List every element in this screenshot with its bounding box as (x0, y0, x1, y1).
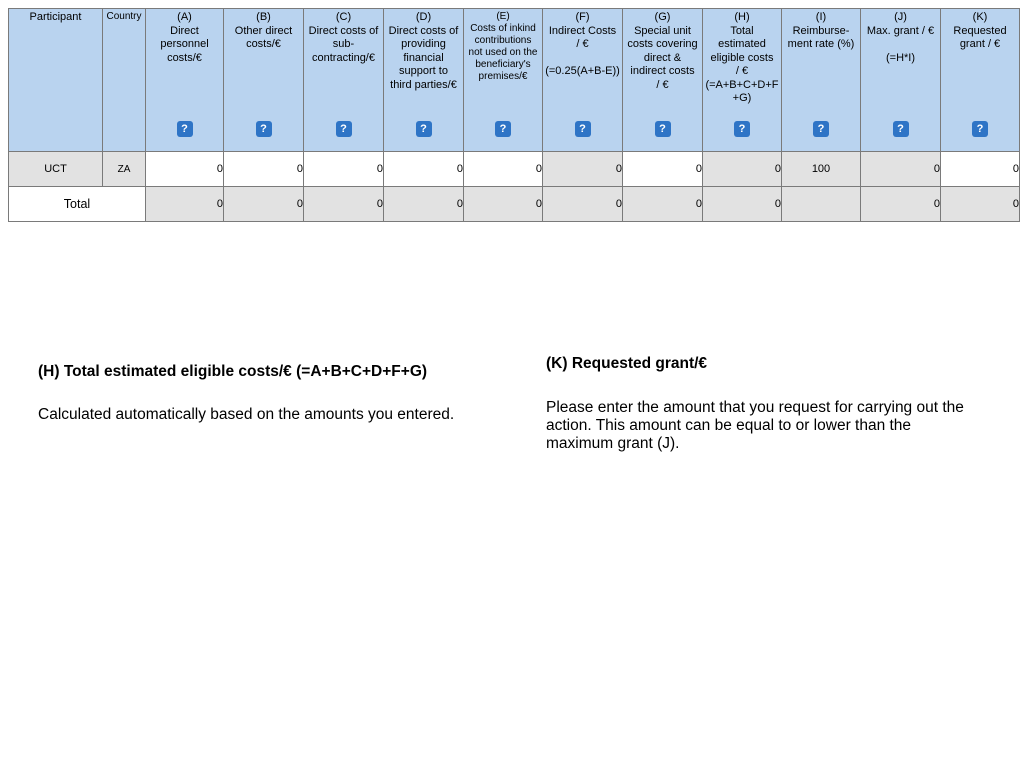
help-icon[interactable]: ? (972, 121, 988, 137)
total-subcontracting-costs: 0 (304, 187, 384, 222)
value-indirect-costs: 0 (543, 152, 623, 187)
help-icon[interactable]: ? (336, 121, 352, 137)
input-other-direct-costs[interactable]: 0 (224, 152, 304, 187)
total-reimbursement-rate (782, 187, 861, 222)
header-country: Country (103, 9, 146, 152)
header-direct-personnel-costs: (A) Direct personnel costs/€ ? (146, 9, 224, 152)
total-financial-support-costs: 0 (384, 187, 464, 222)
total-eligible-costs: 0 (703, 187, 782, 222)
header-subcontracting-costs: (C) Direct costs of sub- contracting/€ ? (304, 9, 384, 152)
total-direct-personnel-costs: 0 (146, 187, 224, 222)
header-other-direct-costs: (B) Other direct costs/€ ? (224, 9, 304, 152)
note-requested-grant (546, 355, 966, 453)
input-special-unit-costs[interactable]: 0 (623, 152, 703, 187)
value-total-eligible-costs: 0 (703, 152, 782, 187)
total-other-direct-costs: 0 (224, 187, 304, 222)
help-icon[interactable]: ? (495, 121, 511, 137)
budget-table (8, 8, 1020, 222)
help-icon[interactable]: ? (655, 121, 671, 137)
help-icon[interactable]: ? (893, 121, 909, 137)
header-indirect-costs: (F) Indirect Costs / € (=0.25(A+B-E)) ? (543, 9, 623, 152)
header-requested-grant: (K) Requested grant / € ? (941, 9, 1020, 152)
value-reimbursement-rate: 100 (782, 152, 861, 187)
header-reimbursement-rate: (I) Reimburse- ment rate (%) ? (782, 9, 861, 152)
total-special-unit-costs: 0 (623, 187, 703, 222)
note-h-body: Calculated automatically based on the amounts you entered. (38, 406, 455, 423)
value-max-grant: 0 (861, 152, 941, 187)
header-financial-support-costs: (D) Direct costs of providing financial support to third parties/€ ? (384, 9, 464, 152)
input-direct-personnel-costs[interactable]: 0 (146, 152, 224, 187)
participant-name: UCT (9, 152, 103, 187)
total-max-grant: 0 (861, 187, 941, 222)
header-row (9, 9, 1020, 152)
help-icon[interactable]: ? (256, 121, 272, 137)
note-total-eligible-costs (38, 363, 478, 424)
total-requested-grant: 0 (941, 187, 1020, 222)
input-financial-support-costs[interactable]: 0 (384, 152, 464, 187)
note-h-title: (H) Total estimated eligible costs/€ (=A+B+C+D+F+G) (38, 363, 428, 380)
help-icon[interactable]: ? (177, 121, 193, 137)
total-inkind-contributions: 0 (464, 187, 543, 222)
header-participant: Participant (9, 9, 103, 152)
help-icon[interactable]: ? (734, 121, 750, 137)
help-icon[interactable]: ? (575, 121, 591, 137)
participant-row (9, 152, 1020, 187)
total-row (9, 187, 1020, 222)
help-icon[interactable]: ? (813, 121, 829, 137)
input-subcontracting-costs[interactable]: 0 (304, 152, 384, 187)
note-k-body: Please enter the amount that you request for carrying out the action. This amount can be equal to or lower than the maximum grant (J). (546, 399, 964, 452)
header-inkind-contributions: (E) Costs of inkind contributions not used on the beneficiary's premises/€ ? (464, 9, 543, 152)
participant-country: ZA (103, 152, 146, 187)
help-icon[interactable]: ? (416, 121, 432, 137)
note-k-title: (K) Requested grant/€ (546, 355, 708, 372)
total-indirect-costs: 0 (543, 187, 623, 222)
header-max-grant: (J) Max. grant / € (=H*I) ? (861, 9, 941, 152)
header-total-eligible-costs: (H) Total estimated eligible costs / € (=A+B+C+D+F +G) ? (703, 9, 782, 152)
input-inkind-contributions[interactable]: 0 (464, 152, 543, 187)
total-label: Total (9, 187, 146, 222)
header-special-unit-costs: (G) Special unit costs covering direct & indirect costs / € ? (623, 9, 703, 152)
input-requested-grant[interactable]: 0 (941, 152, 1020, 187)
